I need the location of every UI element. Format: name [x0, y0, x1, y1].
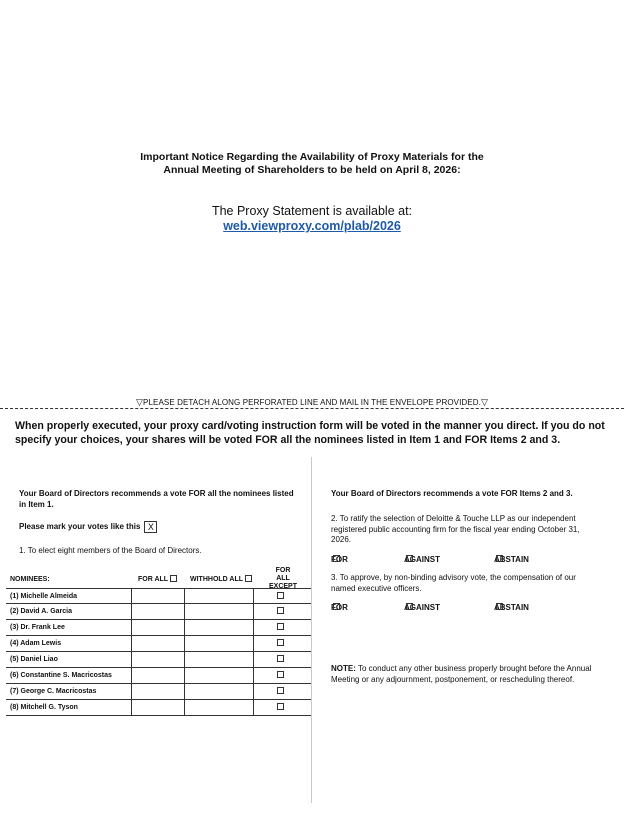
- item-3-against-checkbox[interactable]: [406, 603, 413, 610]
- table-row: [6, 700, 311, 716]
- proxy-statement-link[interactable]: web.viewproxy.com/plab/2026: [223, 219, 401, 233]
- item-2-for-checkbox[interactable]: [333, 555, 340, 562]
- notice-line-1: Important Notice Regarding the Availability of Proxy Materials for the: [140, 151, 484, 163]
- detach-instruction: [0, 398, 624, 407]
- board-recommendation-items-2-3: Your Board of Directors recommends a vote FOR Items 2 and 3.: [331, 489, 573, 498]
- for-all-except-checkbox[interactable]: [277, 639, 284, 646]
- mark-example-box: X: [144, 521, 157, 533]
- note-text: To conduct any other business properly brought before the Annual Meeting or any adjournment, postponement, or rescheduling thereof.: [331, 664, 592, 684]
- mark-instruction: [19, 521, 157, 533]
- item-3-vote-options: FOR AGAINST ABSTAIN: [331, 603, 529, 612]
- table-row: [6, 684, 311, 700]
- nominee-name: (5) Daniel Liao: [10, 656, 58, 663]
- column-divider: [311, 457, 312, 803]
- item-2-text: 2. To ratify the selection of Deloitte & Touche LLP as our independent registered public accounting firm for the fiscal year ending October 31, 2026.: [331, 514, 580, 544]
- table-row: [6, 604, 311, 620]
- for-all-except-checkbox[interactable]: [277, 592, 284, 599]
- table-row: [6, 636, 311, 652]
- nominee-name: (4) Adam Lewis: [10, 640, 62, 647]
- detach-text: PLEASE DETACH ALONG PERFORATED LINE AND MAIL IN THE ENVELOPE PROVIDED.: [143, 398, 481, 407]
- for-all-except-checkbox[interactable]: [277, 671, 284, 678]
- nominee-table-header: [6, 565, 311, 588]
- nominee-name: (1) Michelle Almeida: [10, 593, 78, 600]
- for-all-except-checkbox[interactable]: [277, 687, 284, 694]
- withhold-all-checkbox[interactable]: [245, 575, 252, 582]
- nominee-name: (3) Dr. Frank Lee: [10, 624, 65, 631]
- mark-label: Please mark your votes like this: [19, 522, 141, 531]
- col-for-all: FOR ALL: [138, 575, 177, 584]
- item-3-for-checkbox[interactable]: [333, 603, 340, 610]
- table-row: [6, 620, 311, 636]
- item-2-against-checkbox[interactable]: [406, 555, 413, 562]
- table-row: [6, 588, 311, 604]
- proxy-notice: [0, 151, 624, 177]
- note-label: NOTE:: [331, 664, 356, 673]
- col-withhold-all: WITHHOLD ALL: [190, 575, 252, 584]
- triangle-down-icon: ▽: [136, 397, 144, 407]
- item-2-vote-options: FOR AGAINST ABSTAIN: [331, 555, 529, 564]
- table-row: [6, 652, 311, 668]
- for-all-except-checkbox[interactable]: [277, 607, 284, 614]
- nominee-name: (8) Mitchell G. Tyson: [10, 704, 78, 711]
- nominee-name: (7) George C. Macricostas: [10, 688, 97, 695]
- notice-line-2: Annual Meeting of Shareholders to be held on April 8, 2026:: [163, 164, 461, 176]
- voting-intro: When properly executed, your proxy card/voting instruction form will be voted in the manner you direct. If you do not specify your choices, your shares will be voted FOR all the nominees listed in Item 1 and FOR Items 2 and 3.: [15, 420, 605, 446]
- other-business-note: [331, 664, 601, 685]
- col-nominees: NOMINEES:: [10, 576, 50, 583]
- for-all-checkbox[interactable]: [170, 575, 177, 582]
- triangle-down-icon: ▽: [480, 397, 488, 407]
- item-3-abstain-checkbox[interactable]: [496, 603, 503, 610]
- item-3-text: 3. To approve, by non-binding advisory vote, the compensation of our named executive officers.: [331, 573, 576, 593]
- col-for-all-except: FOR ALL EXCEPT: [268, 567, 297, 590]
- statement-text: The Proxy Statement is available at:: [211, 204, 413, 218]
- for-all-except-checkbox[interactable]: [277, 703, 284, 710]
- item-2-abstain-checkbox[interactable]: [496, 555, 503, 562]
- table-row: [6, 668, 311, 684]
- perforated-line: [0, 408, 624, 409]
- nominee-name: (6) Constantine S. Macricostas: [10, 672, 112, 679]
- item-1-text: 1. To elect eight members of the Board of Directors.: [19, 546, 202, 555]
- nominee-table: [6, 588, 311, 716]
- proxy-statement-info: [0, 204, 624, 234]
- nominee-name: (2) David A. Garcia: [10, 608, 72, 615]
- for-all-except-checkbox[interactable]: [277, 623, 284, 630]
- for-all-except-checkbox[interactable]: [277, 655, 284, 662]
- board-recommendation-item-1: Your Board of Directors recommends a vote FOR all the nominees listed in Item 1.: [19, 489, 294, 509]
